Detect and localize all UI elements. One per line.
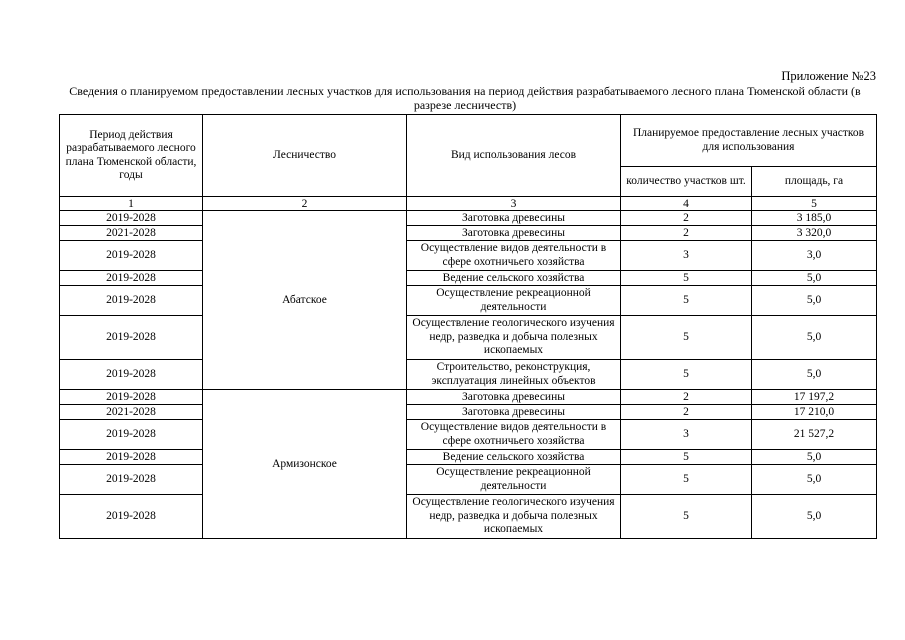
header-forestry: Лесничество (203, 115, 407, 197)
column-number: 2 (203, 197, 407, 211)
cell-use-type: Осуществление геологического изучения недр, разведка и добыча полезных ископаемых (407, 316, 621, 360)
header-area: площадь, га (752, 167, 877, 197)
cell-area: 5,0 (752, 360, 877, 390)
header-planned: Планируемое предоставление лесных участков для использования (621, 115, 877, 167)
cell-count: 2 (621, 211, 752, 226)
cell-area: 5,0 (752, 495, 877, 539)
header-use-type: Вид использования лесов (407, 115, 621, 197)
cell-use-type: Строительство, реконструкция, эксплуатация линейных объектов (407, 360, 621, 390)
cell-count: 5 (621, 495, 752, 539)
column-number: 1 (60, 197, 203, 211)
cell-forestry: Абатское (203, 211, 407, 390)
cell-period: 2019-2028 (60, 211, 203, 226)
cell-period: 2019-2028 (60, 271, 203, 286)
cell-use-type: Осуществление рекреационной деятельности (407, 286, 621, 316)
table-header-row (60, 115, 877, 167)
table-row (60, 390, 877, 405)
cell-count: 5 (621, 271, 752, 286)
cell-period: 2019-2028 (60, 450, 203, 465)
cell-count: 5 (621, 286, 752, 316)
cell-area: 3 320,0 (752, 226, 877, 241)
cell-area: 5,0 (752, 286, 877, 316)
document-heading: Сведения о планируемом предоставлении лесных участков для использования на период действия разрабатываемого лесного плана Тюменской области (в разрезе лесничеств) (69, 84, 861, 112)
column-number: 5 (752, 197, 877, 211)
table-row (60, 495, 877, 539)
table-row (60, 226, 877, 241)
cell-period: 2019-2028 (60, 360, 203, 390)
cell-area: 5,0 (752, 316, 877, 360)
table-row (60, 450, 877, 465)
cell-area: 21 527,2 (752, 420, 877, 450)
cell-period: 2019-2028 (60, 286, 203, 316)
forest-plots-table (59, 114, 877, 539)
cell-use-type: Заготовка древесины (407, 405, 621, 420)
cell-count: 5 (621, 465, 752, 495)
cell-period: 2021-2028 (60, 405, 203, 420)
cell-area: 5,0 (752, 450, 877, 465)
column-numbers-row (60, 197, 877, 211)
appendix-number: Приложение №23 (781, 69, 876, 83)
cell-area: 3,0 (752, 241, 877, 271)
header-count: количество участков шт. (621, 167, 752, 197)
cell-area: 17 197,2 (752, 390, 877, 405)
cell-period: 2019-2028 (60, 420, 203, 450)
cell-count: 3 (621, 420, 752, 450)
table-row (60, 360, 877, 390)
cell-use-type: Осуществление видов деятельности в сфере охотничьего хозяйства (407, 420, 621, 450)
cell-count: 5 (621, 450, 752, 465)
cell-use-type: Осуществление геологического изучения недр, разведка и добыча полезных ископаемых (407, 495, 621, 539)
cell-count: 5 (621, 316, 752, 360)
column-number: 4 (621, 197, 752, 211)
cell-count: 5 (621, 360, 752, 390)
table-row (60, 241, 877, 271)
table-row (60, 316, 877, 360)
column-number: 3 (407, 197, 621, 211)
cell-area: 17 210,0 (752, 405, 877, 420)
cell-use-type: Ведение сельского хозяйства (407, 450, 621, 465)
cell-use-type: Заготовка древесины (407, 211, 621, 226)
cell-period: 2021-2028 (60, 226, 203, 241)
table-row (60, 271, 877, 286)
table-row (60, 286, 877, 316)
table-row (60, 420, 877, 450)
cell-use-type: Осуществление видов деятельности в сфере охотничьего хозяйства (407, 241, 621, 271)
cell-period: 2019-2028 (60, 316, 203, 360)
table-row (60, 465, 877, 495)
cell-forestry: Армизонское (203, 390, 407, 539)
cell-area: 5,0 (752, 271, 877, 286)
cell-count: 3 (621, 241, 752, 271)
cell-period: 2019-2028 (60, 495, 203, 539)
cell-period: 2019-2028 (60, 390, 203, 405)
cell-use-type: Заготовка древесины (407, 226, 621, 241)
cell-period: 2019-2028 (60, 465, 203, 495)
cell-area: 3 185,0 (752, 211, 877, 226)
cell-count: 2 (621, 390, 752, 405)
table-row (60, 211, 877, 226)
table-row (60, 405, 877, 420)
cell-period: 2019-2028 (60, 241, 203, 271)
header-period: Период действия разрабатываемого лесного плана Тюменской области, годы (60, 115, 203, 197)
cell-area: 5,0 (752, 465, 877, 495)
cell-use-type: Ведение сельского хозяйства (407, 271, 621, 286)
cell-count: 2 (621, 405, 752, 420)
cell-count: 2 (621, 226, 752, 241)
cell-use-type: Осуществление рекреационной деятельности (407, 465, 621, 495)
cell-use-type: Заготовка древесины (407, 390, 621, 405)
